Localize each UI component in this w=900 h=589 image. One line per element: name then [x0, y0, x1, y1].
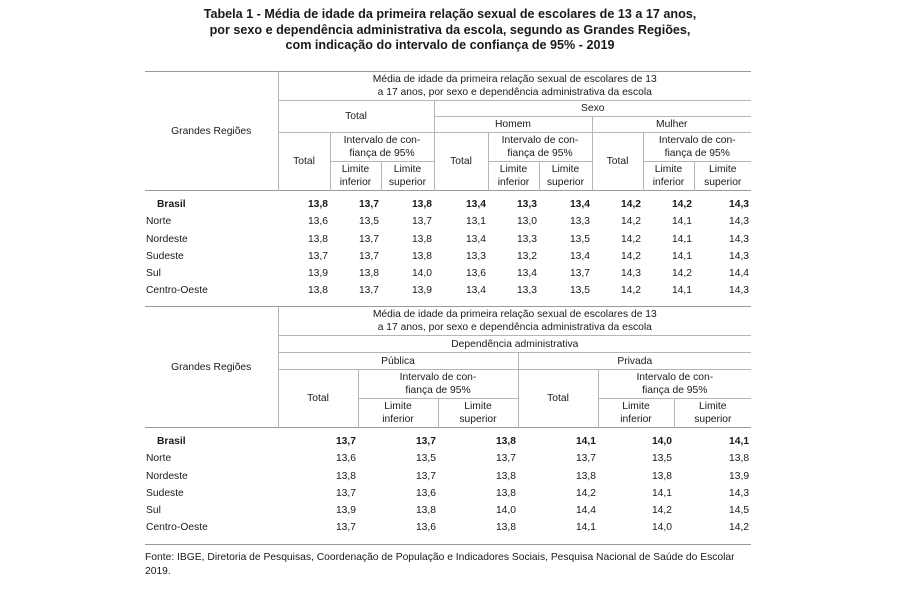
- value-cell: 13,6: [465, 268, 486, 280]
- value-cell: 13,9: [335, 505, 356, 517]
- ci-header-line-1: Intervalo de con-: [636, 372, 714, 383]
- group-header: [278, 307, 751, 336]
- lower-limit-line-1: Limite: [622, 401, 650, 412]
- value-cell: 13,7: [358, 285, 379, 297]
- table-row: [145, 433, 751, 450]
- value-cell: 14,3: [729, 487, 750, 499]
- upper-limit-line-1: Limite: [551, 164, 580, 175]
- ci-header-line-2: fiança de 95%: [642, 385, 708, 396]
- value-cell: 14,3: [728, 199, 750, 210]
- lower-limit-line-2: inferior: [382, 414, 414, 425]
- table-bottom-rule: [145, 544, 751, 545]
- value-cell: 13,3: [516, 285, 537, 297]
- value-cell: 13,5: [358, 216, 379, 228]
- value-cell: 13,7: [358, 233, 379, 245]
- group-header-line-2: a 17 anos, por sexo e dependência administrativa da escola: [377, 322, 652, 333]
- region-header: [145, 72, 278, 191]
- ci-header-line-1: Intervalo de con-: [343, 135, 421, 146]
- value-cell: 13,8: [307, 199, 328, 210]
- sex-header: Sexo: [434, 101, 751, 117]
- title-line-3: com indicação do intervalo de confiança de 95% - 2019: [285, 38, 615, 52]
- ci-header: [330, 133, 434, 162]
- lower-limit-header: [488, 162, 539, 191]
- female-header: Mulher: [592, 117, 751, 133]
- upper-limit-header: [674, 399, 751, 428]
- value-cell: 14,2: [671, 268, 692, 280]
- region-name: Centro-Oeste: [146, 522, 208, 534]
- lower-limit-line-2: inferior: [652, 177, 685, 188]
- private-total-header: Total: [518, 370, 598, 428]
- value-cell: 14,3: [728, 250, 750, 262]
- lower-limit-line-1: Limite: [384, 401, 412, 412]
- ci-header-line-1: Intervalo de con-: [501, 135, 579, 146]
- table-row: [145, 468, 751, 485]
- source-note: Fonte: IBGE, Diretoria de Pesquisas, Coordenação de População e Indicadores Sociais, Pesquisa Nacional de Saúde do Escolar 2019.: [145, 552, 735, 577]
- lower-limit-header: [598, 399, 674, 428]
- region-name: Sul: [146, 505, 161, 517]
- region-name: Sul: [146, 268, 161, 280]
- title-line-2: por sexo e dependência administrativa da escola, segundo as Grandes Regiões,: [209, 22, 691, 37]
- value-cell: 13,7: [575, 453, 596, 465]
- value-cell: 14,2: [651, 505, 672, 517]
- table-row: [145, 196, 751, 213]
- value-cell: 13,8: [495, 487, 516, 499]
- value-cell: 13,6: [415, 522, 436, 534]
- ci-header-line-2: fiança de 95%: [405, 385, 471, 396]
- upper-limit-line-2: superior: [704, 177, 742, 188]
- group-header-line-1: Média de idade da primeira relação sexual de escolares de 13: [372, 309, 657, 320]
- table-row: [145, 282, 751, 299]
- upper-limit-line-1: Limite: [464, 401, 492, 412]
- upper-limit-line-1: Limite: [709, 164, 737, 175]
- value-cell: 13,9: [729, 470, 750, 482]
- value-cell: 13,4: [465, 199, 486, 210]
- value-cell: 13,0: [516, 216, 537, 228]
- value-cell: 14,2: [671, 199, 692, 210]
- value-cell: 13,4: [569, 199, 590, 210]
- value-cell: 13,8: [307, 233, 328, 245]
- value-cell: 13,6: [307, 216, 328, 228]
- male-ci-header: [488, 133, 592, 162]
- value-cell: 13,4: [516, 268, 537, 280]
- value-cell: 13,6: [335, 453, 356, 465]
- group-header: [278, 72, 751, 101]
- male-total-header: Total: [434, 133, 488, 191]
- lower-limit-line-2: inferior: [620, 414, 652, 425]
- value-cell: 13,5: [569, 285, 590, 297]
- value-cell: 13,8: [411, 199, 432, 210]
- value-cell: 13,8: [651, 470, 672, 482]
- value-cell: 14,2: [620, 233, 641, 245]
- upper-limit-line-2: superior: [459, 414, 497, 425]
- public-total-header: Total: [278, 370, 358, 428]
- value-cell: 13,7: [415, 436, 436, 447]
- value-cell: 13,8: [307, 285, 328, 297]
- value-cell: 14,0: [411, 268, 432, 280]
- table-row: [145, 248, 751, 265]
- upper-limit-line-2: superior: [694, 414, 732, 425]
- value-cell: 13,7: [411, 216, 432, 228]
- region-name: Norte: [146, 216, 172, 228]
- ci-header-line-2: fiança de 95%: [664, 148, 730, 159]
- female-total-header: Total: [592, 133, 643, 191]
- region-name: Nordeste: [146, 470, 188, 482]
- value-cell: 13,8: [411, 233, 432, 245]
- region-header: [145, 307, 278, 428]
- table-row: [145, 519, 751, 536]
- ci-header-line-1: Intervalo de con-: [658, 135, 736, 146]
- value-cell: 13,4: [569, 250, 590, 262]
- table2-header: [145, 307, 751, 428]
- ci-header-line-1: Intervalo de con-: [399, 372, 477, 383]
- value-cell: 13,3: [516, 233, 537, 245]
- value-cell: 14,3: [728, 285, 750, 297]
- table-row: [145, 502, 751, 519]
- title-line-1: Tabela 1 - Média de idade da primeira relação sexual de escolares de 13 a 17 anos,: [203, 7, 697, 21]
- value-cell: 13,3: [465, 250, 486, 262]
- region-name: Brasil: [157, 436, 186, 447]
- value-cell: 14,3: [728, 216, 750, 228]
- value-cell: 14,0: [651, 522, 672, 534]
- value-cell: 13,2: [516, 250, 537, 262]
- value-cell: 14,1: [671, 233, 692, 245]
- value-cell: 14,2: [620, 250, 641, 262]
- value-cell: 13,8: [729, 453, 750, 465]
- table-by-dependency: [145, 307, 751, 537]
- table-row: [145, 450, 751, 467]
- value-cell: 13,9: [307, 268, 328, 280]
- value-cell: 13,3: [569, 216, 590, 228]
- public-header: Pública: [278, 353, 518, 370]
- region-name: Nordeste: [146, 233, 188, 245]
- value-cell: 13,7: [495, 453, 516, 465]
- value-cell: 13,7: [307, 250, 328, 262]
- value-cell: 13,5: [569, 233, 590, 245]
- value-cell: 13,7: [358, 199, 379, 210]
- dependency-header: Dependência administrativa: [278, 336, 751, 353]
- total-group-header: Total: [278, 101, 434, 133]
- upper-limit-header: [539, 162, 592, 191]
- value-cell: 14,2: [620, 285, 641, 297]
- value-cell: 13,6: [415, 487, 436, 499]
- value-cell: 13,4: [465, 285, 486, 297]
- value-cell: 14,0: [651, 436, 672, 447]
- upper-limit-line-2: superior: [546, 177, 585, 188]
- value-cell: 13,5: [651, 453, 672, 465]
- region-name: Brasil: [157, 199, 186, 210]
- value-cell: 13,8: [415, 505, 436, 517]
- table-by-sex: [145, 71, 751, 300]
- value-cell: 13,9: [411, 285, 432, 297]
- value-cell: 13,5: [415, 453, 436, 465]
- upper-limit-header: [381, 162, 434, 191]
- value-cell: 13,7: [569, 268, 590, 280]
- upper-limit-line-1: Limite: [699, 401, 727, 412]
- table2-body: [145, 428, 751, 537]
- lower-limit-header: [643, 162, 694, 191]
- group-header-line-2: a 17 anos, por sexo e dependência administrativa da escola: [377, 87, 652, 98]
- value-cell: 14,1: [729, 436, 750, 447]
- value-cell: 13,8: [411, 250, 432, 262]
- lower-limit-line-2: inferior: [497, 177, 530, 188]
- lower-limit-line-1: Limite: [654, 164, 683, 175]
- public-ci-header: [358, 370, 518, 399]
- value-cell: 14,1: [575, 522, 596, 534]
- ci-header-line-2: fiança de 95%: [349, 148, 415, 159]
- value-cell: 14,1: [651, 487, 672, 499]
- value-cell: 14,1: [671, 285, 692, 297]
- value-cell: 14,2: [729, 522, 750, 534]
- upper-limit-header: [694, 162, 751, 191]
- table1-header: [145, 72, 751, 191]
- table-row: [145, 213, 751, 230]
- value-cell: 14,3: [728, 233, 750, 245]
- male-header: Homem: [434, 117, 592, 133]
- region-name: Sudeste: [146, 250, 184, 262]
- female-ci-header: [643, 133, 751, 162]
- table1-body: [145, 191, 751, 300]
- value-cell: 14,4: [575, 505, 596, 517]
- region-header-text: Grandes Regiões: [171, 361, 252, 373]
- lower-limit-line-2: inferior: [339, 177, 372, 188]
- value-cell: 13,3: [516, 199, 537, 210]
- value-cell: 14,2: [620, 216, 641, 228]
- value-cell: 14,3: [620, 268, 641, 280]
- value-cell: 13,8: [495, 436, 516, 447]
- private-header: Privada: [518, 353, 751, 370]
- value-cell: 14,5: [729, 505, 750, 517]
- value-cell: 13,8: [335, 470, 356, 482]
- region-name: Norte: [146, 453, 172, 465]
- value-cell: 13,4: [465, 233, 486, 245]
- upper-limit-line-1: Limite: [393, 164, 422, 175]
- private-ci-header: [598, 370, 751, 399]
- lower-limit-header: [358, 399, 438, 428]
- ci-header-line-2: fiança de 95%: [507, 148, 573, 159]
- value-cell: 14,1: [671, 250, 692, 262]
- upper-limit-header: [438, 399, 518, 428]
- value-cell: 13,8: [495, 470, 516, 482]
- table-row: [145, 485, 751, 502]
- lower-limit-line-1: Limite: [499, 164, 528, 175]
- value-cell: 14,2: [575, 487, 596, 499]
- value-cell: 13,8: [358, 268, 379, 280]
- value-cell: 13,7: [415, 470, 436, 482]
- region-name: Sudeste: [146, 487, 184, 499]
- value-cell: 14,2: [620, 199, 641, 210]
- value-cell: 13,8: [575, 470, 596, 482]
- group-header-line-1: Média de idade da primeira relação sexual de escolares de 13: [372, 74, 657, 85]
- value-cell: 13,7: [335, 487, 356, 499]
- lower-limit-header: [330, 162, 381, 191]
- lower-limit-line-1: Limite: [341, 164, 370, 175]
- table-row: [145, 231, 751, 248]
- value-cell: 14,0: [495, 505, 516, 517]
- value-cell: 14,4: [728, 268, 750, 280]
- value-cell: 13,7: [335, 522, 356, 534]
- table-row: [145, 265, 751, 282]
- upper-limit-line-2: superior: [388, 177, 427, 188]
- table-title: [0, 7, 900, 54]
- total-col-header: Total: [278, 133, 330, 191]
- value-cell: 14,1: [575, 436, 596, 447]
- value-cell: 14,1: [671, 216, 692, 228]
- region-name: Centro-Oeste: [146, 285, 208, 297]
- value-cell: 13,8: [495, 522, 516, 534]
- region-header-text: Grandes Regiões: [171, 125, 252, 137]
- value-cell: 13,7: [335, 436, 356, 447]
- value-cell: 13,1: [465, 216, 486, 228]
- value-cell: 13,7: [358, 250, 379, 262]
